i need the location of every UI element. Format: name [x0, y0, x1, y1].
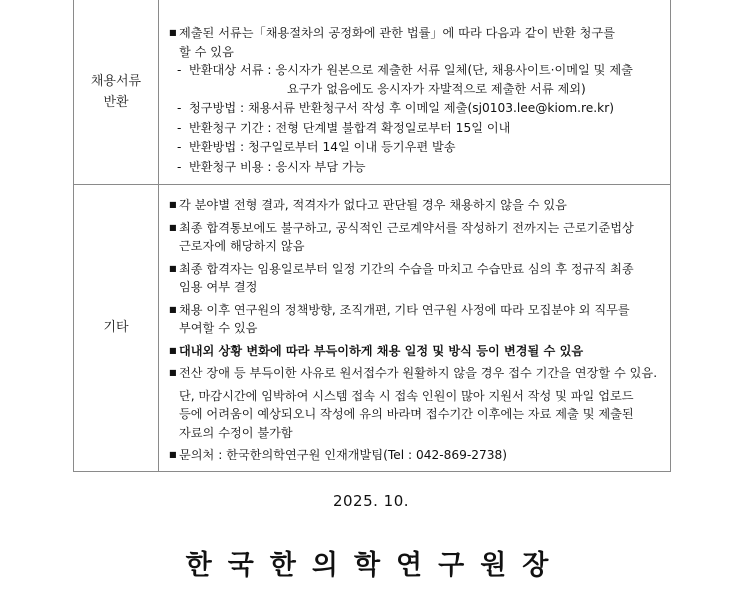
- item-text: 최종 합격자는 임용일로부터 일정 기간의 수습을 마치고 수습만료 심의 후 정규직 최종: [179, 261, 634, 276]
- item-continuation: 할 수 있음: [179, 44, 234, 59]
- item-text: 문의처 : 한국한의학연구원 인재개발팀(Tel : 042-869-2738): [179, 448, 508, 462]
- table-row: [74, 185, 671, 472]
- row-content-document-return: [159, 0, 671, 185]
- item-continuation: 단, 마감시간에 임박하여 시스템 접속 시 접속 인원이 많아 지원서 작성 및 파일 업로드: [179, 388, 634, 403]
- document-date: 2025. 10.: [332, 492, 410, 510]
- item-continuation: 요구가 없음에도 응시자가 자발적으로 제출한 서류 제외): [287, 81, 586, 96]
- bullet-icon: ■: [169, 200, 177, 209]
- item-text: 반환대상 서류 : 응시자가 원본으로 제출한 서류 일체(단, 채용사이트·이메일 및 제출: [189, 63, 633, 77]
- dash-icon: -: [177, 140, 182, 154]
- item-continuation: 근로자에 해당하지 않음: [179, 239, 305, 253]
- item-continuation: 자료의 수정이 불가함: [179, 425, 293, 440]
- list-item: [169, 219, 666, 238]
- bullet-icon: ■: [169, 28, 177, 37]
- item-text: 대내외 상황 변화에 따라 부득이하게 채용 일정 및 방식 등이 변경될 수 있음: [179, 343, 584, 358]
- bullet-icon: ■: [169, 222, 177, 232]
- row-label-line: 반환: [103, 95, 129, 110]
- list-item: [169, 301, 666, 320]
- item-text: 제출된 서류는「채용절차의 공정화에 관한 법률」에 따라 다음과 같이 반환 청구를: [179, 26, 615, 40]
- item-text: 청구방법 : 채용서류 반환청구서 작성 후 이메일 제출(sj0103.lee@kiom.re.kr): [189, 101, 614, 115]
- sub-item: [169, 61, 666, 80]
- item-text: 최종 합격통보에도 불구하고, 공식적인 근로계약서를 작성하기 전까지는 근로기준법상: [179, 220, 634, 235]
- list-item: [169, 260, 666, 279]
- bullet-icon: ■: [169, 263, 177, 273]
- list-item: [169, 196, 666, 215]
- list-item-emphasis: [169, 342, 666, 361]
- item-text: 채용 이후 연구원의 정책방향, 조직개편, 기타 연구원 사정에 따라 모집분야 외 직무를: [179, 302, 630, 317]
- item-continuation: 등에 어려움이 예상되오니 작성에 유의 바라며 접수기간 이후에는 자료 제출 및 제출된: [179, 407, 634, 421]
- notice-table: [73, 0, 671, 472]
- item-text: 각 분야별 전형 결과, 적격자가 없다고 판단될 경우 채용하지 않을 수 있음: [179, 198, 567, 212]
- sub-item: [169, 158, 666, 177]
- row-label-other: 기타: [74, 185, 159, 472]
- dash-icon: -: [177, 63, 182, 77]
- table-row: [74, 0, 671, 185]
- list-item: [169, 364, 666, 383]
- dash-icon: -: [177, 101, 182, 115]
- item-text: 반환청구 비용 : 응시자 부담 가능: [189, 159, 366, 174]
- list-item: [169, 24, 666, 43]
- sub-item: [169, 119, 666, 138]
- item-text: 반환청구 기간 : 전형 단계별 불합격 확정일로부터 15일 이내: [189, 120, 511, 135]
- item-text: 반환방법 : 청구일로부터 14일 이내 등기우편 발송: [189, 140, 456, 154]
- list-item: [169, 446, 666, 465]
- row-content-other: [159, 185, 671, 472]
- bullet-icon: ■: [169, 304, 177, 314]
- dash-icon: -: [177, 159, 182, 174]
- row-label-line: 채용서류: [90, 74, 142, 89]
- item-text: 전산 장애 등 부득이한 사유로 원서접수가 원활하지 않을 경우 접수 기간을 연장할 수 있음.: [179, 366, 658, 380]
- sub-item: [169, 99, 666, 118]
- row-label-document-return: [74, 0, 159, 185]
- item-continuation: 임용 여부 결정: [179, 280, 258, 294]
- dash-icon: -: [177, 120, 182, 135]
- bullet-icon: ■: [169, 368, 177, 377]
- bullet-icon: ■: [169, 450, 177, 459]
- sub-item: [169, 138, 666, 157]
- bullet-icon: ■: [169, 345, 177, 355]
- organization-signature: 한국한의학연구원장: [185, 550, 565, 581]
- item-continuation: 부여할 수 있음: [179, 321, 258, 335]
